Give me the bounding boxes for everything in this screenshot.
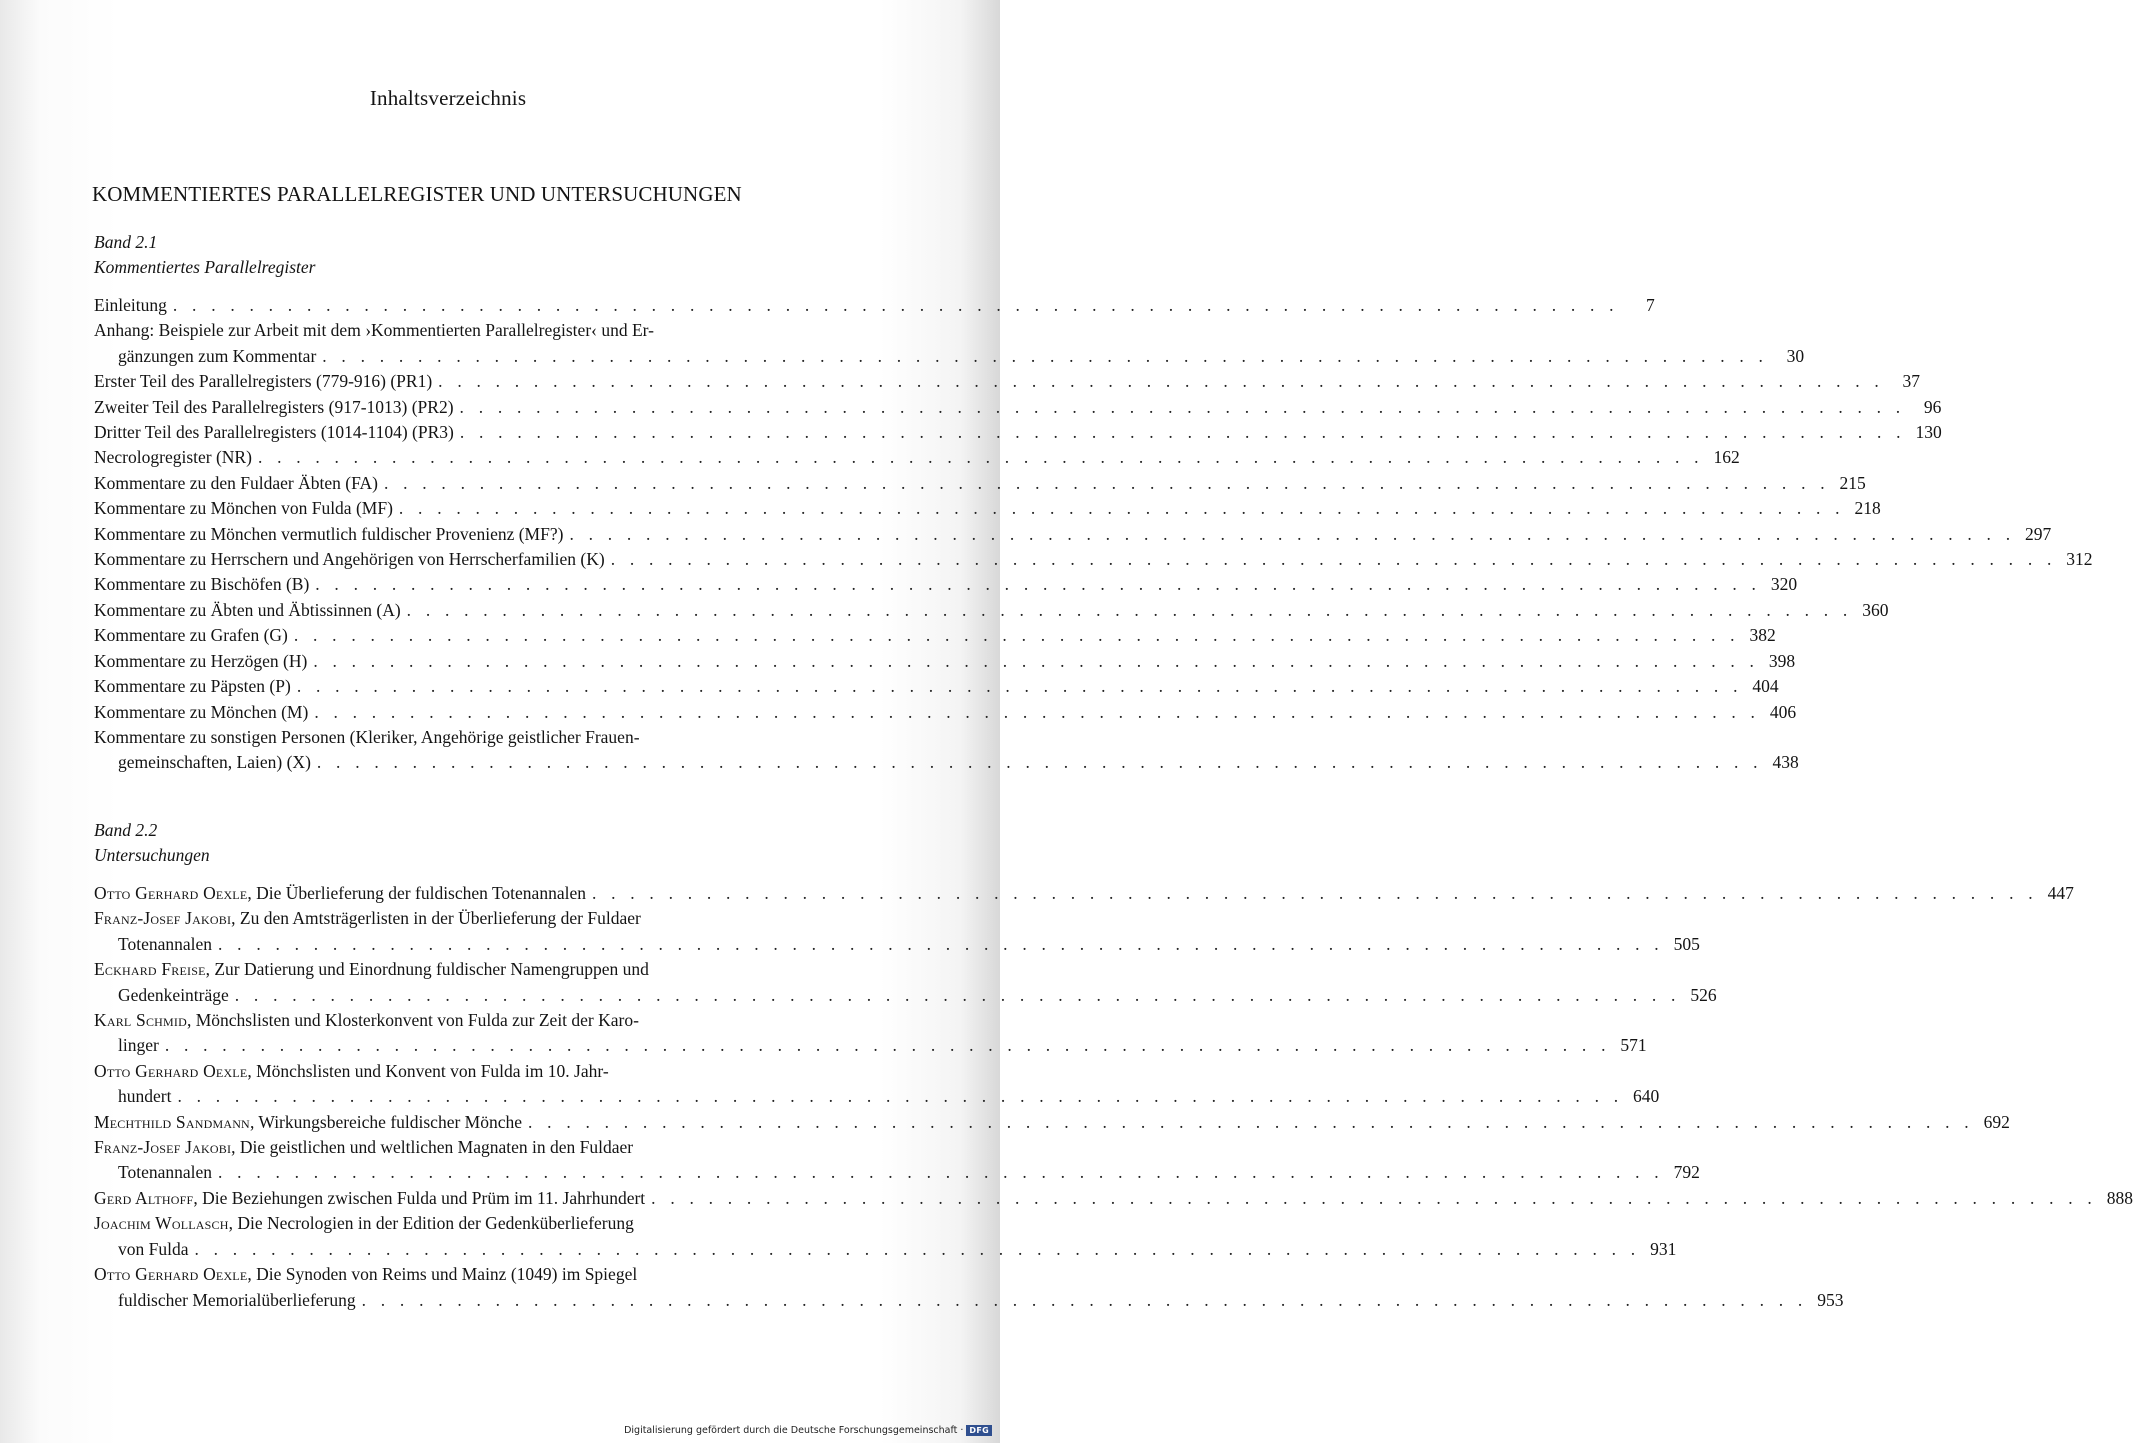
toc-entry-line <box>94 293 1655 318</box>
toc-page-number: 526 <box>1690 984 1717 1005</box>
toc-entry-author: Otto Gerhard Oexle <box>94 883 248 903</box>
toc-page-number: 931 <box>1650 1238 1677 1259</box>
toc-entry-title: von Fulda <box>118 1238 189 1259</box>
toc-entry <box>94 881 2074 906</box>
toc-page-number: 30 <box>1786 345 1805 366</box>
toc-entry-line <box>94 496 1881 521</box>
dot-leader: . . . . . . . . . . . . . . . . . . . . . . . . . . . . . . . . . . . . . . . . . . . . . . . . . . . . . . . . . . . . . . . . . . . . . . . . . . . . <box>406 599 1853 620</box>
toc-entry-list <box>94 293 2093 776</box>
toc-entry-text <box>94 1211 634 1236</box>
dot-leader: . . . . . . . . . . . . . . . . . . . . . . . . . . . . . . . . . . . . . . . . . . . . . . . . . . . . . . . . . . . . . . . . . . . . . . . . . . . . <box>591 883 2038 903</box>
toc-entry <box>94 1135 1700 1186</box>
toc-entry <box>94 572 1798 597</box>
page-title: Inhaltsverzeichnis <box>369 86 527 110</box>
toc-entry <box>94 700 1797 725</box>
toc-entry-title: hundert <box>118 1086 172 1107</box>
toc-page-number: 640 <box>1633 1086 1660 1107</box>
dfg-logo: DFG <box>966 1425 992 1436</box>
toc-entry-line <box>94 1262 814 1287</box>
toc-entry-line <box>94 547 2093 572</box>
dot-leader: . . . . . . . . . . . . . . . . . . . . . . . . . . . . . . . . . . . . . . . . . . . . . . . . . . . . . . . . . . . . . . . . . . . . . . . . . . . . <box>569 523 2016 544</box>
dot-leader: . . . . . . . . . . . . . . . . . . . . . . . . . . . . . . . . . . . . . . . . . . . . . . . . . . . . . . . . . . . . . . . . . . . . . . . . . . . . <box>438 371 1884 392</box>
band-subtitle: Untersuchungen <box>94 845 210 865</box>
dot-leader: . . . . . . . . . . . . . . . . . . . . . . . . . . . . . . . . . . . . . . . . . . . . . . . . . . . . . . . . . . . . . . . . . . . . . . . . . . . . <box>314 701 1761 722</box>
toc-entry-line <box>94 750 1799 775</box>
dot-leader: . . . . . . . . . . . . . . . . . . . . . . . . . . . . . . . . . . . . . . . . . . . . . . . . . . . . . . . . . . . . . . . . . . . . . . . . . . . . <box>164 1035 1611 1056</box>
toc-entry-line <box>94 932 1700 957</box>
band-label: Band 2.2 <box>94 820 158 840</box>
toc-entry-title: gemeinschaften, Laien) (X) <box>118 752 311 773</box>
toc-entry <box>94 293 1655 318</box>
toc-entry <box>94 1110 2010 1135</box>
toc-entry-title: , Die geistlichen und weltlichen Magnaten in den Fuldaer <box>231 1137 634 1158</box>
dot-leader: . . . . . . . . . . . . . . . . . . . . . . . . . . . . . . . . . . . . . . . . . . . . . . . . . . . . . . . . . . . . . . . . . . . . . . . . . . . . <box>218 933 1664 954</box>
toc-entry <box>94 496 1881 521</box>
toc-page-number: 360 <box>1862 599 1889 620</box>
toc-entry-line <box>94 1186 2133 1211</box>
toc-entry-text <box>94 1135 633 1160</box>
toc-entry-title: linger <box>118 1035 159 1056</box>
toc-entry-line <box>94 957 814 982</box>
dot-leader: . . . . . . . . . . . . . . . . . . . . . . . . . . . . . . . . . . . . . . . . . . . . . . . . . . . . . . . . . . . . . . . . . . . . . . . . . . . . <box>651 1187 2097 1208</box>
toc-entry-title: Kommentare zu Herrschern und Angehörigen von Herrscherfamilien (K) <box>94 549 605 570</box>
toc-page-number: 438 <box>1772 752 1799 773</box>
toc-page-number: 37 <box>1902 371 1920 392</box>
dot-leader: . . . . . . . . . . . . . . . . . . . . . . . . . . . . . . . . . . . . . . . . . . . . . . . . . . . . . . . . . . . . . . . . . . . . . . . . . . . . <box>361 1289 1808 1310</box>
toc-entry-list <box>94 881 2133 1313</box>
toc-page-number: 692 <box>1983 1111 2010 1132</box>
toc-entry <box>94 1186 2133 1211</box>
toc-entry-title: Kommentare zu sonstigen Personen (Kleriker, Angehörige geistlicher Frauen- <box>94 726 640 747</box>
toc-entry-title: Kommentare zu Grafen (G) <box>94 625 288 646</box>
toc-entry-title: , Mönchslisten und Konvent von Fulda im 10. Jahr- <box>247 1060 609 1081</box>
toc-entry-text <box>118 1084 171 1109</box>
toc-entry-title: Anhang: Beispiele zur Arbeit mit dem ›Kommentierten Parallelregister‹ und Er- <box>94 320 654 341</box>
toc-entry-text <box>94 1059 609 1084</box>
toc-entry-text <box>94 395 454 420</box>
toc-entry-title: , Die Beziehungen zwischen Fulda und Prüm im 11. Jahrhundert <box>193 1187 646 1208</box>
toc-page-number: 404 <box>1752 676 1779 697</box>
toc-entry-text <box>94 445 252 470</box>
toc-entry-author: Joachim Wollasch <box>94 1213 229 1234</box>
dot-leader: . . . . . . . . . . . . . . . . . . . . . . . . . . . . . . . . . . . . . . . . . . . . . . . . . . . . . . . . . . . . . . . . . . . . . . . . . . . . <box>172 295 1619 315</box>
toc-entry-title: Kommentare zu Bischöfen (B) <box>94 574 310 595</box>
toc-entry <box>94 1262 1844 1313</box>
toc-entry-line <box>94 1237 1677 1262</box>
toc-entry <box>94 1008 1647 1059</box>
dot-leader: . . . . . . . . . . . . . . . . . . . . . . . . . . . . . . . . . . . . . . . . . . . . . . . . . . . . . . . . . . . . . . . . . . . . . . . . . . . . <box>234 984 1681 1005</box>
toc-page-number: 7 <box>1645 295 1655 315</box>
toc-entry-line <box>94 318 814 343</box>
toc-page-number: 888 <box>2106 1187 2133 1208</box>
toc-entry <box>94 318 1805 369</box>
toc-entry-title: gänzungen zum Kommentar <box>118 345 317 366</box>
toc-entry <box>94 674 1779 699</box>
toc-entry-title: Kommentare zu Päpsten (P) <box>94 676 291 697</box>
toc-entry-line <box>94 1288 1844 1313</box>
toc-entry-author: Mechthild Sandmann <box>94 1111 250 1132</box>
toc-entry <box>94 957 1717 1008</box>
toc-entry-line <box>94 649 1796 674</box>
toc-entry-line <box>94 983 1717 1008</box>
toc-entry-text <box>94 420 454 445</box>
dot-leader: . . . . . . . . . . . . . . . . . . . . . . . . . . . . . . . . . . . . . . . . . . . . . . . . . . . . . . . . . . . . . . . . . . . . . . . . . . . . <box>296 676 1743 697</box>
toc-entry-author: Gerd Althoff <box>94 1187 194 1208</box>
toc-entry <box>94 1211 1677 1262</box>
part-heading: KOMMENTIERTES PARALLELREGISTER UND UNTERSUCHUNGEN <box>92 182 742 206</box>
dot-leader: . . . . . . . . . . . . . . . . . . . . . . . . . . . . . . . . . . . . . . . . . . . . . . . . . . . . . . . . . . . . . . . . . . . . . . . . . . . . <box>459 396 1906 417</box>
toc-entry <box>94 420 1942 445</box>
toc-entry-text <box>94 957 649 982</box>
toc-entry-author: Eckhard Freise <box>94 959 206 980</box>
toc-page-number: 571 <box>1620 1035 1647 1056</box>
toc-entry <box>94 649 1796 674</box>
toc-page-number: 162 <box>1713 447 1740 468</box>
dot-leader: . . . . . . . . . . . . . . . . . . . . . . . . . . . . . . . . . . . . . . . . . . . . . . . . . . . . . . . . . . . . . . . . . . . . . . . . . . . . <box>313 650 1760 671</box>
toc-entry-title: fuldischer Memorialüberlieferung <box>118 1289 356 1310</box>
toc-entry-text <box>94 547 605 572</box>
toc-entry-line <box>94 369 1920 394</box>
dot-leader: . . . . . . . . . . . . . . . . . . . . . . . . . . . . . . . . . . . . . . . . . . . . . . . . . . . . . . . . . . . . . . . . . . . . . . . . . . . . <box>257 447 1704 468</box>
footer-text: Digitalisierung gefördert durch die Deutsche Forschungsgemeinschaft · <box>624 1425 964 1436</box>
toc-entry-text <box>94 598 401 623</box>
toc-entry <box>94 623 1776 648</box>
toc-entry-line <box>94 395 1942 420</box>
toc-entry-text <box>94 725 640 750</box>
digitization-footer <box>624 1423 992 1438</box>
toc-entry <box>94 395 1942 420</box>
toc-entry-line <box>94 1008 814 1033</box>
toc-entry <box>94 1059 1660 1110</box>
toc-entry-title: Totenannalen <box>118 1162 213 1183</box>
dot-leader: . . . . . . . . . . . . . . . . . . . . . . . . . . . . . . . . . . . . . . . . . . . . . . . . . . . . . . . . . . . . . . . . . . . . . . . . . . . . <box>315 574 1762 595</box>
dot-leader: . . . . . . . . . . . . . . . . . . . . . . . . . . . . . . . . . . . . . . . . . . . . . . . . . . . . . . . . . . . . . . . . . . . . . . . . . . . . <box>383 472 1830 493</box>
toc-entry-title: Kommentare zu den Fuldaer Äbten (FA) <box>94 472 378 493</box>
toc-entry-text <box>94 522 563 547</box>
toc-entry-text <box>94 496 393 521</box>
toc-entry-text <box>118 750 311 775</box>
toc-entry-author: Franz-Josef Jakobi <box>94 1137 232 1158</box>
toc-entry-line <box>94 1135 814 1160</box>
toc-entry-title: Gedenkeinträge <box>118 984 229 1005</box>
toc-entry-text <box>94 1110 522 1135</box>
toc-entry-text <box>118 344 316 369</box>
dot-leader: . . . . . . . . . . . . . . . . . . . . . . . . . . . . . . . . . . . . . . . . . . . . . . . . . . . . . . . . . . . . . . . . . . . . . . . . . . . . <box>528 1111 1974 1132</box>
toc-entry-text <box>118 983 229 1008</box>
toc-entry-title: , Zu den Amtsträgerlisten in der Überlieferung der Fuldaer <box>231 908 641 929</box>
toc-entry-text <box>94 1262 637 1287</box>
toc-entry-line <box>94 725 814 750</box>
toc-entry-text <box>118 1288 356 1313</box>
toc-entry-title: , Die Überlieferung der fuldischen Totenannalen <box>247 883 586 903</box>
toc-entry-title: , Zur Datierung und Einordnung fuldischer Namengruppen und <box>205 959 649 980</box>
toc-entry-title: Kommentare zu Mönchen von Fulda (MF) <box>94 498 393 519</box>
toc-page-number: 218 <box>1854 498 1881 519</box>
toc-entry-line <box>94 1110 2010 1135</box>
dot-leader: . . . . . . . . . . . . . . . . . . . . . . . . . . . . . . . . . . . . . . . . . . . . . . . . . . . . . . . . . . . . . . . . . . . . . . . . . . . . <box>218 1162 1664 1183</box>
band-label: Band 2.1 <box>94 232 158 252</box>
toc-page-number: 398 <box>1768 650 1796 671</box>
toc-entry-line <box>94 572 1798 597</box>
toc-entry-title: , Die Necrologien in der Edition der Gedenküberlieferung <box>228 1213 634 1234</box>
toc-page-number: 505 <box>1673 933 1700 954</box>
toc-entry-line <box>94 906 814 931</box>
toc-entry-title: Totenannalen <box>118 933 213 954</box>
toc-page-number: 406 <box>1769 701 1797 722</box>
toc-entry <box>94 471 1866 496</box>
toc-entry <box>94 445 1740 470</box>
toc-entry-title: , Die Synoden von Reims und Mainz (1049) im Spiegel <box>247 1264 638 1285</box>
toc-entry-author: Karl Schmid <box>94 1010 187 1031</box>
dot-leader: . . . . . . . . . . . . . . . . . . . . . . . . . . . . . . . . . . . . . . . . . . . . . . . . . . . . . . . . . . . . . . . . . . . . . . . . . . . . <box>316 752 1763 773</box>
toc-entry-line <box>94 471 1866 496</box>
toc-entry-title: Einleitung <box>94 295 167 315</box>
toc-page-number: 312 <box>2066 549 2093 570</box>
toc-entry-title: , Mönchslisten und Klosterkonvent von Fulda zur Zeit der Karo- <box>186 1010 639 1031</box>
toc-page-number: 215 <box>1839 472 1866 493</box>
toc-page-number: 297 <box>2025 523 2052 544</box>
dot-leader: . . . . . . . . . . . . . . . . . . . . . . . . . . . . . . . . . . . . . . . . . . . . . . . . . . . . . . . . . . . . . . . . . . . . . . . . . . . . <box>194 1238 1641 1259</box>
toc-entry-title: Dritter Teil des Parallelregisters (1014-1104) (PR3) <box>94 422 454 443</box>
toc-entry-line <box>94 598 1889 623</box>
toc-entry-text <box>94 572 309 597</box>
toc-entry-line <box>94 674 1779 699</box>
toc-entry-author: Franz-Josef Jakobi <box>94 908 232 929</box>
toc-entry-text <box>118 932 212 957</box>
toc-entry-title: Kommentare zu Mönchen (M) <box>94 701 309 722</box>
toc-entry-line <box>94 1059 814 1084</box>
toc-entry-line <box>94 1033 1647 1058</box>
dot-leader: . . . . . . . . . . . . . . . . . . . . . . . . . . . . . . . . . . . . . . . . . . . . . . . . . . . . . . . . . . . . . . . . . . . . . . . . . . . . <box>398 498 1845 519</box>
toc-page-number: 320 <box>1770 574 1798 595</box>
dot-leader: . . . . . . . . . . . . . . . . . . . . . . . . . . . . . . . . . . . . . . . . . . . . . . . . . . . . . . . . . . . . . . . . . . . . . . . . . . . . <box>610 549 2057 570</box>
toc-entry-text <box>94 649 307 674</box>
band-subtitle: Kommentiertes Parallelregister <box>94 257 316 277</box>
toc-entry-line <box>94 1211 814 1236</box>
toc-entry-title: Erster Teil des Parallelregisters (779-916) (PR1) <box>94 371 433 392</box>
band-section <box>94 818 2133 1313</box>
toc-entry-title: Kommentare zu Mönchen vermutlich fuldischer Provenienz (MF?) <box>94 523 564 544</box>
toc-entry-title: , Wirkungsbereiche fuldischer Mönche <box>249 1111 523 1132</box>
toc-entry-line <box>94 522 2052 547</box>
toc-page-number: 792 <box>1673 1162 1700 1183</box>
toc-entry-text <box>94 674 291 699</box>
toc-entry <box>94 369 1920 394</box>
toc-entry-title: Zweiter Teil des Parallelregisters (917-1013) (PR2) <box>94 396 454 417</box>
toc-entry-text <box>94 1186 645 1211</box>
toc-entry <box>94 725 1799 776</box>
dot-leader: . . . . . . . . . . . . . . . . . . . . . . . . . . . . . . . . . . . . . . . . . . . . . . . . . . . . . . . . . . . . . . . . . . . . . . . . . . . . <box>322 345 1769 366</box>
toc-entry-line <box>94 881 2074 906</box>
toc-entry-text <box>94 906 641 931</box>
toc-entry <box>94 598 1889 623</box>
toc-entry-title: Kommentare zu Äbten und Äbtissinnen (A) <box>94 599 401 620</box>
dot-leader: . . . . . . . . . . . . . . . . . . . . . . . . . . . . . . . . . . . . . . . . . . . . . . . . . . . . . . . . . . . . . . . . . . . . . . . . . . . . <box>459 422 1906 443</box>
toc-entry-author: Otto Gerhard Oexle <box>94 1060 248 1081</box>
dot-leader: . . . . . . . . . . . . . . . . . . . . . . . . . . . . . . . . . . . . . . . . . . . . . . . . . . . . . . . . . . . . . . . . . . . . . . . . . . . . <box>177 1086 1624 1107</box>
toc-entry-line <box>94 420 1942 445</box>
toc-entry <box>94 906 1700 957</box>
band-section <box>94 230 2093 776</box>
toc-entry <box>94 522 2052 547</box>
toc-entry-text <box>94 881 586 906</box>
toc-page-number: 447 <box>2047 883 2074 903</box>
toc-entry-text <box>94 369 432 394</box>
toc-entry-text <box>94 293 167 318</box>
toc-entry-text <box>118 1237 189 1262</box>
toc-entry-text <box>94 1008 639 1033</box>
toc-entry-text <box>118 1160 212 1185</box>
toc-entry-text <box>94 700 308 725</box>
toc-entry-text <box>118 1033 159 1058</box>
toc-entry-line <box>94 700 1797 725</box>
toc-page-number: 382 <box>1749 625 1776 646</box>
toc-entry-line <box>94 1084 1660 1109</box>
toc-entry <box>94 547 2093 572</box>
dot-leader: . . . . . . . . . . . . . . . . . . . . . . . . . . . . . . . . . . . . . . . . . . . . . . . . . . . . . . . . . . . . . . . . . . . . . . . . . . . . <box>293 625 1740 646</box>
toc-entry-title: Kommentare zu Herzögen (H) <box>94 650 308 671</box>
toc-entry-line <box>94 1160 1700 1185</box>
toc-page-number: 96 <box>1923 396 1942 417</box>
toc-page-number: 953 <box>1817 1289 1844 1310</box>
toc-entry-line <box>94 344 1805 369</box>
toc-entry-text <box>94 471 378 496</box>
toc-entry-text <box>94 623 288 648</box>
toc-entry-line <box>94 623 1776 648</box>
toc-entry-author: Otto Gerhard Oexle <box>94 1264 248 1285</box>
toc-page-number: 130 <box>1915 422 1942 443</box>
toc-entry-title: Necrologregister (NR) <box>94 447 252 468</box>
toc-entry-line <box>94 445 1740 470</box>
toc-entry-text <box>94 318 654 343</box>
